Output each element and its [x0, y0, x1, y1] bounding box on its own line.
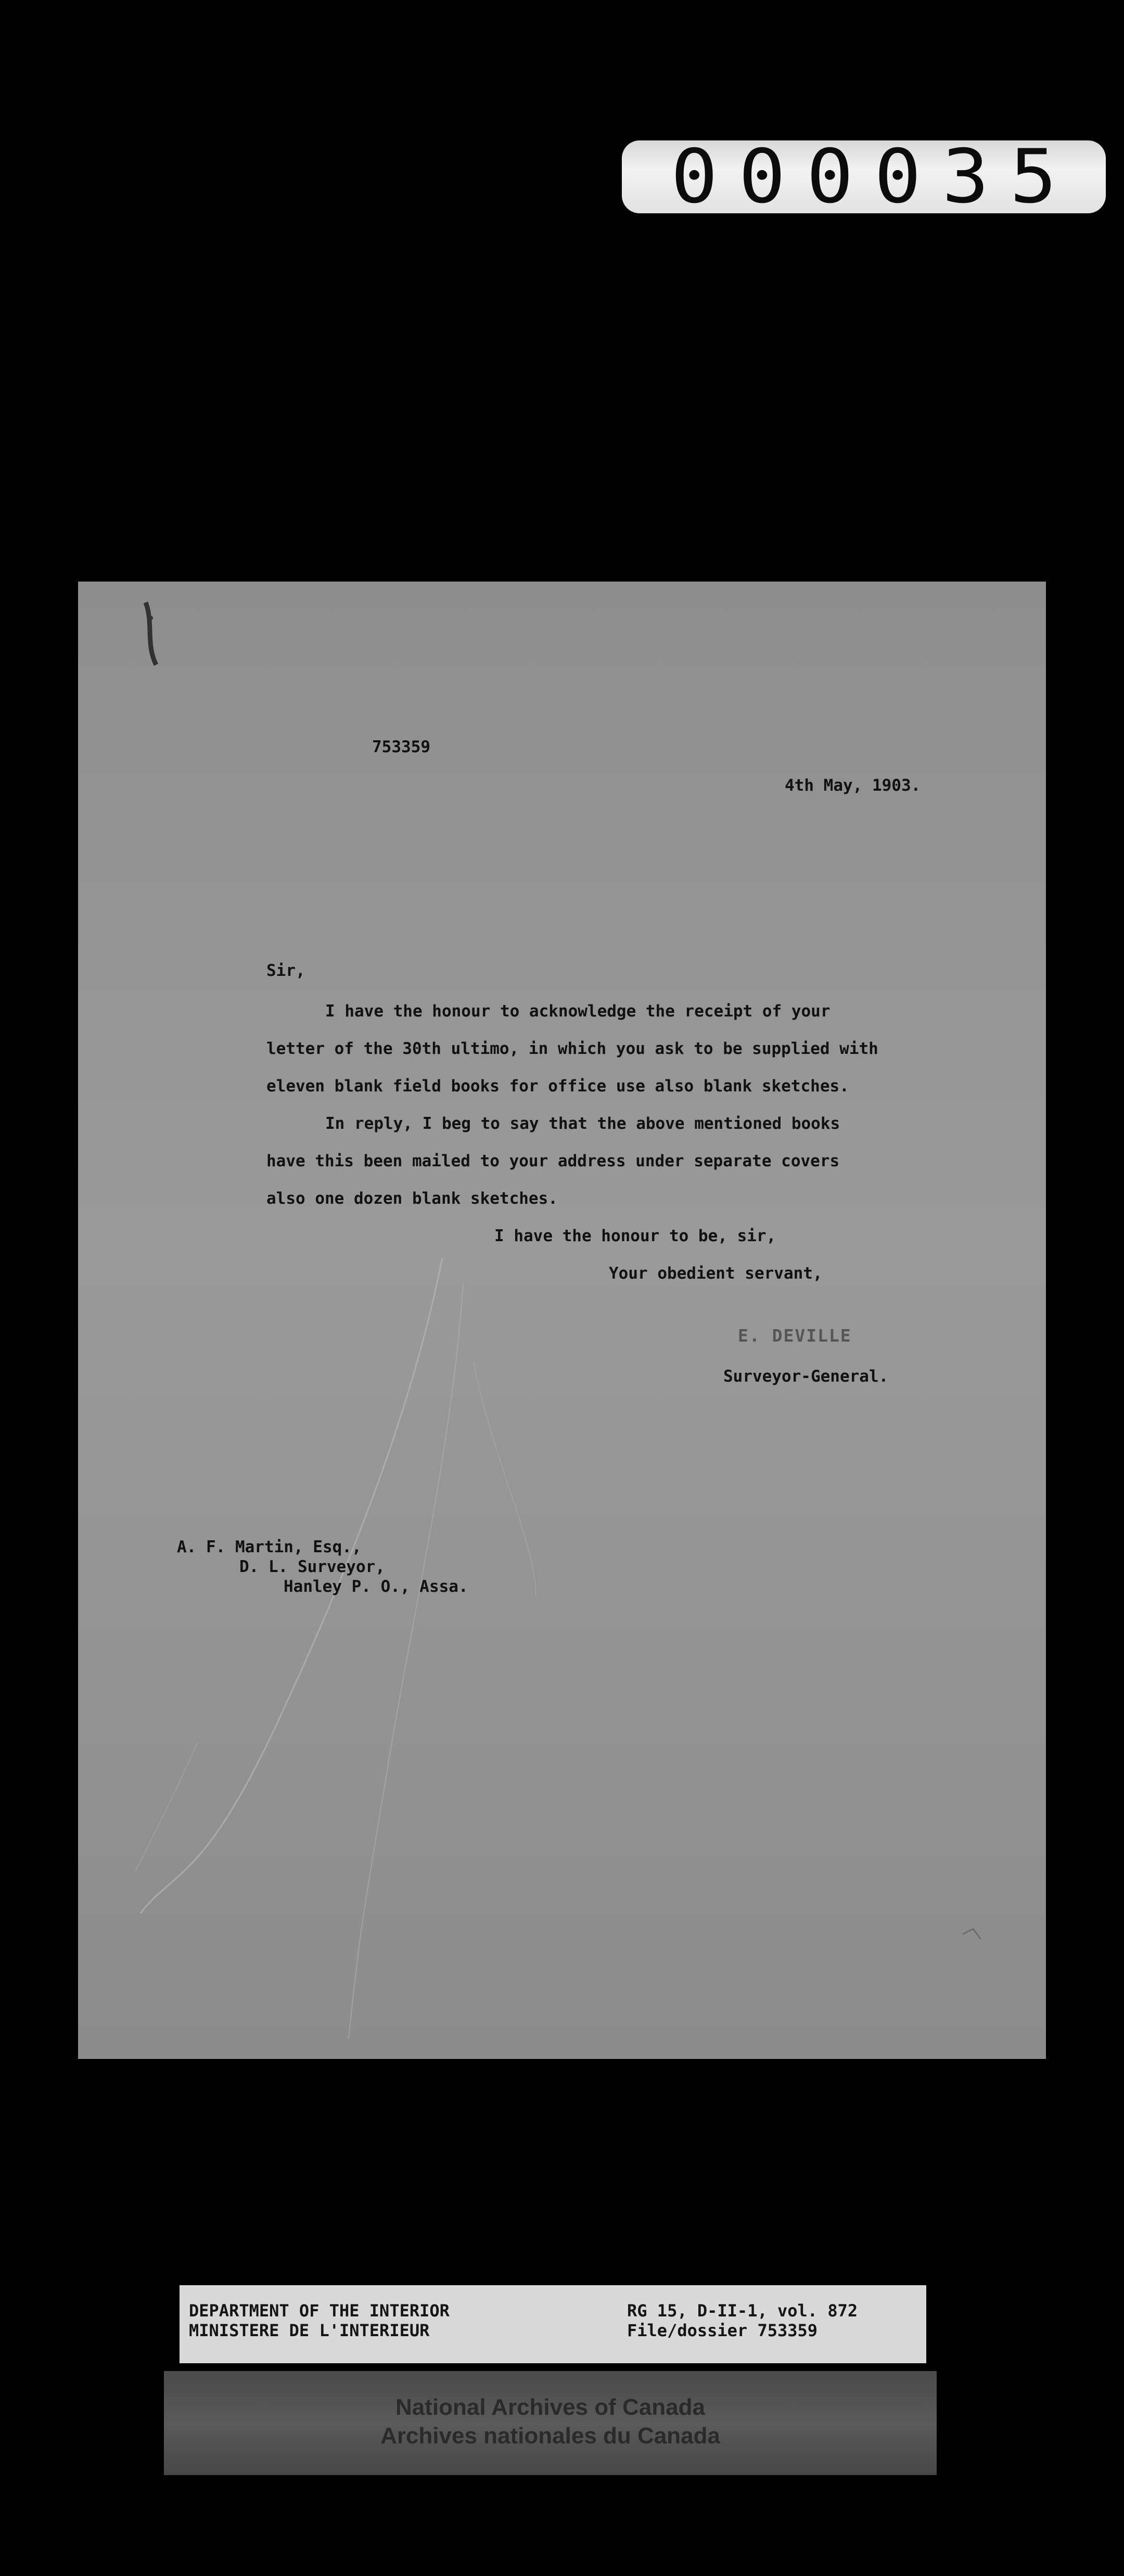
file-number: 753359 [372, 738, 430, 756]
paragraph-2-line-2: have this been mailed to your address under separate covers [266, 1152, 840, 1170]
archive-stamp [164, 2371, 937, 2475]
department-name-en: DEPARTMENT OF THE INTERIOR [189, 2301, 450, 2321]
closing-line-1: I have the honour to be, sir, [494, 1227, 776, 1245]
paragraph-1-line-2: letter of the 30th ultimo, in which you ask to be supplied with [266, 1039, 878, 1058]
letter-date: 4th May, 1903. [785, 776, 921, 795]
addressee-line-2: D. L. Surveyor, [239, 1557, 385, 1576]
archive-stamp-line-en: National Archives of Canada [395, 2394, 705, 2420]
closing-line-2: Your obedient servant, [609, 1264, 823, 1283]
archive-stamp-line-fr: Archives nationales du Canada [380, 2423, 720, 2449]
signature: E. DEVILLE [738, 1325, 852, 1346]
salutation: Sir, [266, 961, 305, 980]
signer-title: Surveyor-General. [723, 1367, 889, 1386]
archive-label [180, 2285, 926, 2363]
department-name-fr: MINISTERE DE L'INTERIEUR [189, 2321, 430, 2340]
letter-sheet [78, 582, 1046, 2059]
paragraph-1-line-1: I have the honour to acknowledge the receipt of your [325, 1002, 831, 1021]
frame-counter-plate [622, 134, 1106, 220]
file-dossier-reference: File/dossier 753359 [627, 2321, 818, 2340]
paragraph-2-line-1: In reply, I beg to say that the above mentioned books [325, 1114, 840, 1133]
record-group-reference: RG 15, D-II-1, vol. 872 [627, 2301, 858, 2321]
addressee-line-1: A. F. Martin, Esq., [177, 1538, 362, 1556]
paper-crease-marks [78, 582, 1046, 2059]
frame-counter: 000035 [671, 134, 1078, 220]
paragraph-1-line-3: eleven blank field books for office use also blank sketches. [266, 1077, 849, 1096]
addressee-line-3: Hanley P. O., Assa. [284, 1577, 468, 1596]
paragraph-2-line-3: also one dozen blank sketches. [266, 1189, 558, 1208]
